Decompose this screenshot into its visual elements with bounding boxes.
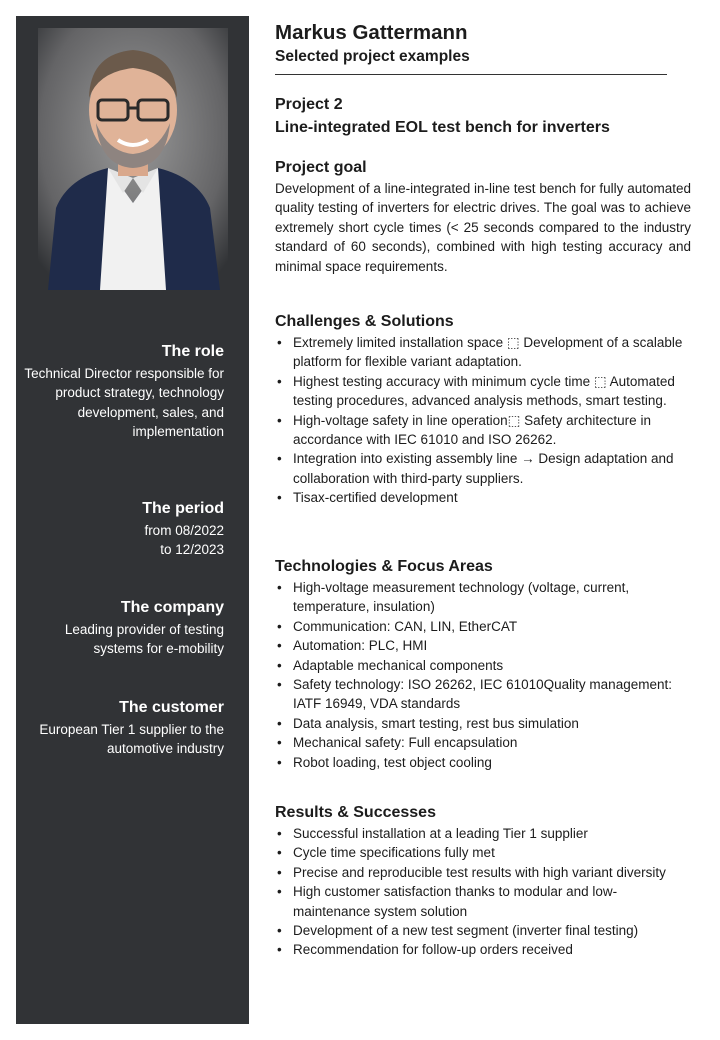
results-section [275,802,691,960]
challenges-heading: Challenges & Solutions [275,313,454,330]
period-start: from 08/2022 [144,523,224,538]
list-item: • Adaptable mechanical components [275,656,691,675]
company-section [24,598,224,659]
technologies-list [275,578,691,772]
customer-section [24,698,224,759]
list-item: • Safety technology: ISO 26262, IEC 61010Quality management: IATF 16949, VDA standards [275,675,691,714]
list-item: • Integration into existing assembly line → Design adaptation and collaboration with third-party suppliers. [275,449,691,488]
list-item: • Extremely limited installation space ⬚ Development of a scalable platform for flexible variant adaptation. [275,333,691,372]
list-item: • Highest testing accuracy with minimum cycle time ⬚ Automated testing procedures, advanced analysis methods, smart testing. [275,372,691,411]
customer-heading: The customer [119,699,224,716]
challenges-list [275,333,691,508]
list-item: • Communication: CAN, LIN, EtherCAT [275,617,691,636]
period-section [24,499,224,560]
technologies-heading: Technologies & Focus Areas [275,558,493,575]
role-heading: The role [161,343,224,360]
list-item: • Robot loading, test object cooling [275,753,691,772]
list-item: • Successful installation at a leading Tier 1 supplier [275,824,691,843]
results-list [275,824,691,960]
challenges-section [275,311,691,508]
list-item: • Tisax-certified development [275,488,691,507]
profile-photo [38,28,228,290]
goal-heading: Project goal [275,159,367,176]
list-item: • High customer satisfaction thanks to modular and low-maintenance system solution [275,882,691,921]
goal-section [275,157,691,276]
list-item: • Mechanical safety: Full encapsulation [275,733,691,752]
sidebar [16,16,249,1024]
list-item: • High-voltage safety in line operation⬚ Safety architecture in accordance with IEC 61010 and ISO 26262. [275,411,691,450]
list-item: • Cycle time specifications fully met [275,843,691,862]
header-divider [275,74,667,75]
role-text: Technical Director responsible for product strategy, technology development, sales, and implementation [24,366,224,440]
header [275,20,691,68]
results-heading: Results & Successes [275,804,436,821]
period-heading: The period [142,500,224,517]
list-item: • High-voltage measurement technology (voltage, current, temperature, insulation) [275,578,691,617]
person-name: Markus Gattermann [275,21,468,44]
list-item: • Development of a new test segment (inverter final testing) [275,921,691,940]
list-item: • Precise and reproducible test results with high variant diversity [275,863,691,882]
list-item: • Data analysis, smart testing, rest bus simulation [275,714,691,733]
portrait-illustration [38,28,228,290]
role-section [24,342,224,442]
list-item: • Automation: PLC, HMI [275,636,691,655]
project-number: Project 2 [275,96,343,113]
project-header [275,93,691,139]
company-text: Leading provider of testing systems for e-mobility [64,622,224,657]
goal-text: Development of a line-integrated in-line test bench for fully automated quality testing of inverters for electric drives. The goal was to achieve extremely short cycle times (< 25 seconds compared to the industry standard of 60 seconds), combined with high testing accuracy and minimal space requirements. [275,181,691,274]
technologies-section [275,556,691,772]
list-item: • Recommendation for follow-up orders received [275,940,691,959]
customer-text: European Tier 1 supplier to the automotive industry [39,722,224,757]
company-heading: The company [120,599,224,616]
page-subtitle: Selected project examples [275,48,470,65]
period-end: to 12/2023 [160,542,224,558]
project-title: Line-integrated EOL test bench for inverters [275,119,610,136]
